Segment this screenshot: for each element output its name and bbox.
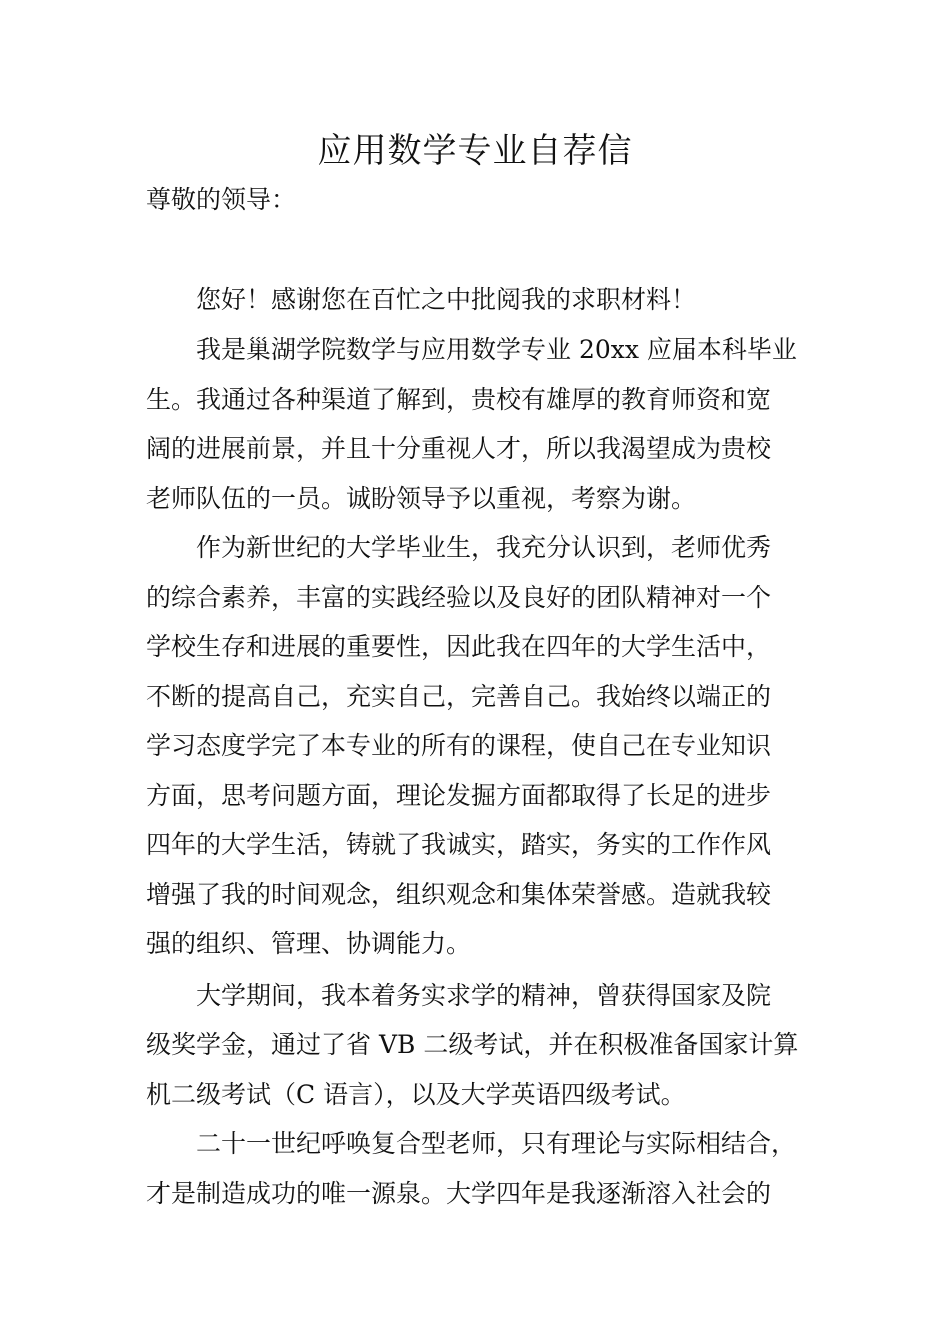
paragraph-line: 我是巢湖学院数学与应用数学专业 20xx 应届本科毕业 [196, 335, 797, 364]
paragraph-line: 您好！感谢您在百忙之中批阅我的求职材料！ [196, 285, 697, 314]
paragraph-line: 方面，思考问题方面，理论发掘方面都取得了长足的进步 [146, 781, 772, 810]
paragraph-line: 学习态度学完了本专业的所有的课程，使自己在专业知识 [146, 731, 772, 760]
paragraph-line: 不断的提高自己，充实自己，完善自己。我始终以端正的 [146, 682, 772, 711]
paragraph-line: 老师队伍的一员。诚盼领导予以重视，考察为谢。 [146, 484, 697, 513]
paragraph-line: 增强了我的时间观念，组织观念和集体荣誉感。造就我较 [146, 880, 772, 909]
paragraph-line: 大学期间，我本着务实求学的精神，曾获得国家及院 [196, 981, 772, 1010]
document-title: 应用数学专业自荐信 [317, 131, 633, 171]
paragraph-line: 四年的大学生活，铸就了我诚实，踏实，务实的工作作风 [146, 830, 772, 859]
paragraph-line: 机二级考试（C 语言），以及大学英语四级考试。 [146, 1080, 686, 1109]
paragraph-line: 二十一世纪呼唤复合型老师，只有理论与实际相结合， [196, 1129, 797, 1158]
paragraph-line: 强的组织、管理、协调能力。 [146, 929, 472, 958]
paragraph-line: 生。我通过各种渠道了解到，贵校有雄厚的教育师资和宽 [146, 385, 772, 414]
paragraph-line: 才是制造成功的唯一源泉。大学四年是我逐渐溶入社会的 [146, 1179, 772, 1208]
paragraph-line: 的综合素养，丰富的实践经验以及良好的团队精神对一个 [146, 583, 772, 612]
paragraph-line: 作为新世纪的大学毕业生，我充分认识到，老师优秀 [196, 533, 772, 562]
paragraph-line: 阔的进展前景，并且十分重视人才，所以我渴望成为贵校 [146, 434, 772, 463]
paragraph-line: 级奖学金，通过了省 VB 二级考试，并在积极准备国家计算 [146, 1030, 799, 1059]
paragraph-line: 学校生存和进展的重要性，因此我在四年的大学生活中， [146, 632, 772, 661]
salutation: 尊敬的领导： [146, 185, 297, 214]
